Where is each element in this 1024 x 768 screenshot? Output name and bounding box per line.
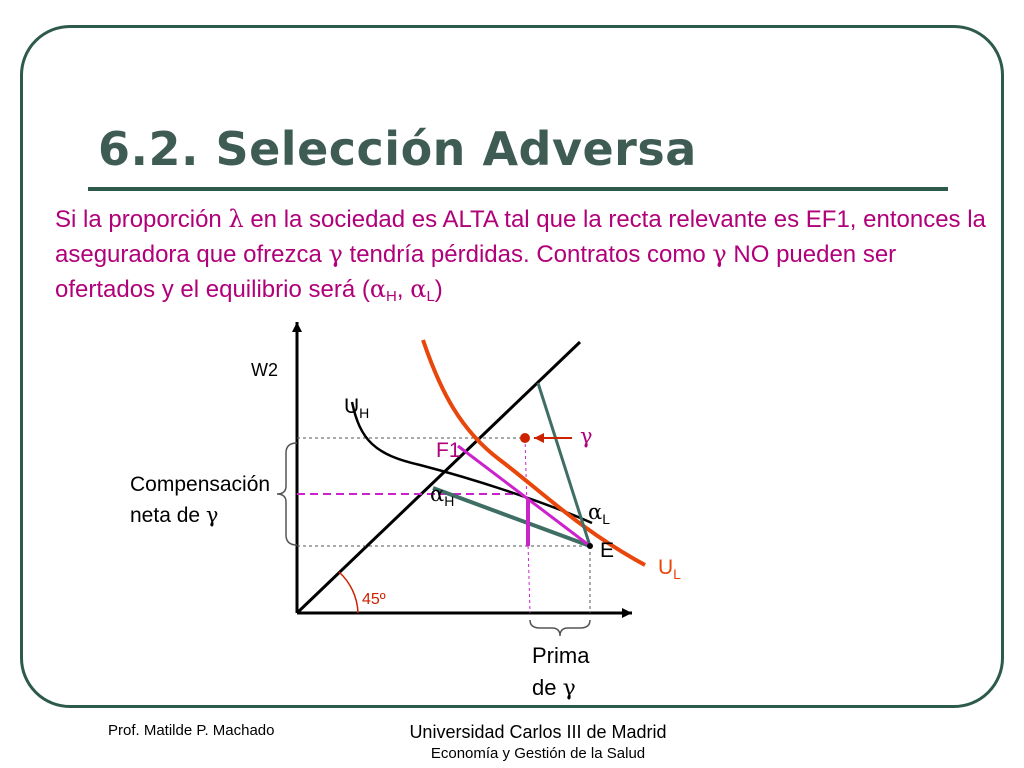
lambda-symbol: λ	[228, 205, 244, 233]
para-text-5: )	[434, 276, 443, 303]
alpha-h-subscript: H	[386, 288, 397, 305]
ul-label-sub: L	[673, 566, 681, 582]
prima-text: de	[532, 675, 563, 700]
e-point	[587, 543, 593, 549]
para-separator: ,	[396, 276, 411, 303]
para-text-3: tendría pérdidas. Contratos como	[342, 241, 713, 268]
gamma-symbol: γ	[205, 503, 219, 527]
alpha-symbol: α	[369, 275, 387, 303]
gamma-label: γ	[580, 424, 593, 448]
compensation-line-2	[130, 500, 270, 531]
w2-axis-label: W2	[251, 360, 278, 380]
alpha-h-sub: H	[444, 493, 455, 509]
alpha-l-subscript: L	[426, 288, 435, 305]
alpha-l-label	[588, 500, 610, 525]
para-text-1: Si la proporción	[55, 206, 229, 233]
prima-line-2	[532, 672, 589, 705]
teal-line-e-to-alphah	[433, 488, 590, 546]
gamma-symbol: γ	[328, 240, 343, 268]
alpha-l-main: α	[588, 500, 603, 524]
gamma-symbol: γ	[562, 676, 576, 701]
compensation-label	[130, 470, 270, 531]
footer-institution	[398, 722, 678, 762]
footer-department: Economía y Gestión de la Salud	[430, 745, 646, 762]
f1-label: F1	[436, 439, 461, 462]
alpha-h-label	[430, 482, 454, 507]
gamma-symbol: γ	[712, 240, 727, 268]
teal-line-e-to-top	[538, 383, 590, 546]
slide-title: 6.2. Selección Adversa	[98, 122, 697, 176]
alpha-l-sub: L	[602, 511, 610, 527]
alpha-h-main: α	[430, 482, 445, 506]
pink-line-ef1	[458, 446, 590, 546]
e-label: E	[600, 539, 615, 562]
uh-label	[344, 395, 369, 419]
gamma-point	[520, 433, 530, 443]
para-text-4: NO pueden ser ofertados y el equilibrio será (	[55, 241, 897, 303]
footer-author: Prof. Matilde P. Machado	[108, 722, 275, 739]
compensation-line-1: Compensación	[130, 473, 271, 496]
prima-label	[532, 640, 589, 705]
uh-label-sub: H	[359, 405, 370, 421]
angle-45-arc	[339, 572, 358, 613]
ul-label	[658, 556, 681, 580]
footer-university: Universidad Carlos III de Madrid	[409, 722, 667, 742]
angle-45-label: 45º	[362, 591, 386, 608]
alpha-symbol: α	[410, 275, 427, 303]
prima-line-1: Prima	[532, 643, 590, 668]
ul-label-main: U	[658, 556, 674, 579]
compensation-text: neta de	[130, 504, 206, 527]
uh-label-main: U	[344, 395, 360, 418]
para-text-2: en la sociedad es ALTA tal que la recta relevante es EF1, entonces la aseguradora que ofrezca	[55, 206, 986, 268]
prima-brace	[530, 620, 590, 636]
compensation-brace	[277, 443, 297, 545]
